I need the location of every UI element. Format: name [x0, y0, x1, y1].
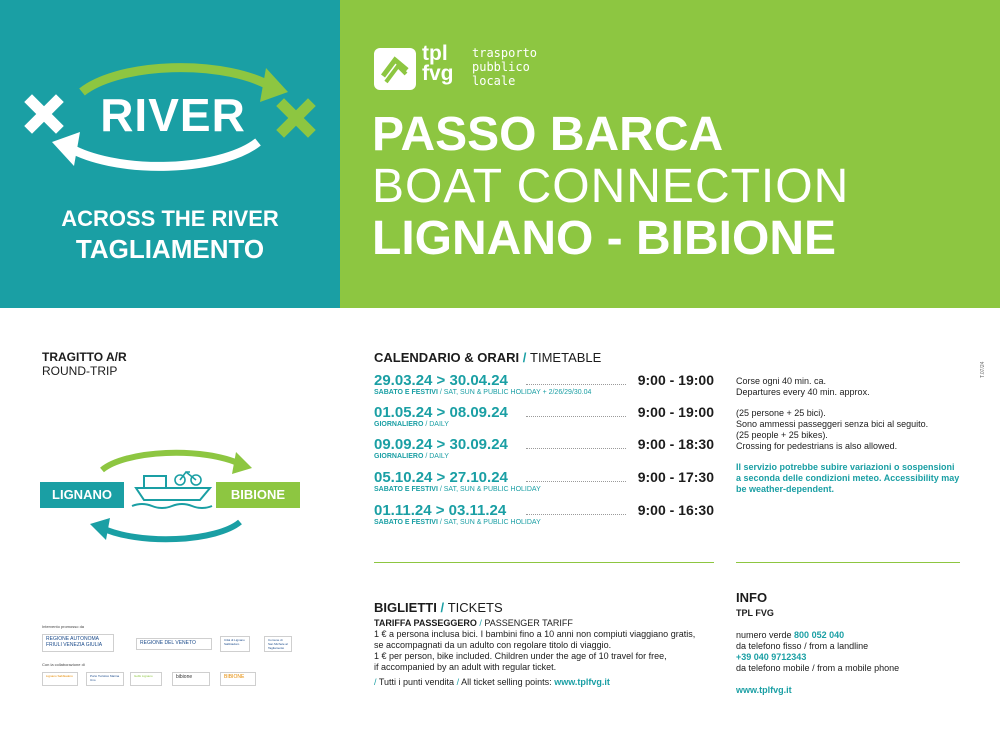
logo-regione-veneto: REGIONE DEL VENETO [136, 638, 212, 650]
landline-en: / from a landline [804, 641, 869, 651]
info-company: TPL FVG [736, 608, 774, 618]
row-days [374, 421, 449, 428]
tagline-line-1: ACROSS THE RIVER [61, 206, 279, 231]
info-heading: INFO [736, 590, 768, 605]
capacity-en-2: Crossing for pedestrians is also allowed. [736, 441, 898, 451]
capacity-en-1: (25 people + 25 bikes). [736, 430, 828, 440]
row-dates: 01.11.24 > 03.11.24 [374, 502, 507, 519]
row-days-en: / SAT, SUN & PUBLIC HOLIDAY [437, 519, 541, 526]
document-code: T.07/24 [980, 361, 986, 378]
mobile-it: da telefono mobile [736, 663, 810, 673]
row-days-en: / DAILY [423, 453, 449, 460]
tpl-fvg-wordmark [422, 44, 454, 84]
dotted-leader [526, 514, 626, 515]
ticket-points: / Tutti i punti vendita / All ticket selling points: www.tplfvg.it [374, 677, 610, 687]
logo-bibione: BIBIONE [220, 672, 256, 686]
tickets-heading-slash: / [440, 600, 445, 615]
tickets-heading [374, 600, 503, 615]
row-time: 9:00 - 19:00 [637, 372, 714, 388]
row-days-it: GIORNALIERO [374, 453, 424, 460]
logo-lignano-city: Città di Lignano Sabbiadoro [220, 636, 250, 652]
row-days [374, 486, 541, 493]
tickets-heading-en: TICKETS [447, 600, 503, 615]
green-number-label: numero verde [736, 630, 792, 640]
timetable-heading-slash: / [522, 350, 527, 365]
green-number[interactable]: 800 052 040 [794, 630, 845, 640]
tpl-fvg-logo [374, 44, 564, 100]
collab-caption: Con la collaborazione di [42, 662, 85, 667]
dotted-leader [526, 448, 626, 449]
row-dates: 05.10.24 > 27.10.24 [374, 469, 508, 486]
row-days-en: / SAT, SUN & PUBLIC HOLIDAY [437, 486, 541, 493]
tpl-sub-1: trasporto [472, 46, 538, 60]
row-dates: 09.09.24 > 30.09.24 [374, 436, 508, 453]
mobile-en: / from a mobile phone [812, 663, 900, 673]
row-time: 9:00 - 18:30 [637, 436, 714, 452]
fare-label-it: TARIFFA PASSEGGERO [374, 618, 477, 628]
section-divider [736, 562, 960, 563]
freq-it: Corse ogni 40 min. ca. [736, 376, 827, 386]
dotted-leader [526, 416, 626, 417]
boat-icon [132, 476, 212, 508]
title-boat-connection: BOAT CONNECTION [372, 160, 850, 213]
timetable-heading [374, 350, 601, 365]
fare-text-en-2: if accompanied by an adult with regular ticket. [374, 662, 557, 672]
row-days-en: / SAT, SUN & PUBLIC HOLIDAY + 2/26/29/30.04 [437, 389, 592, 396]
landline-it: da telefono fisso [736, 641, 802, 651]
row-days-it: SABATO E FESTIVI [374, 389, 438, 396]
row-days-it: GIORNALIERO [374, 421, 424, 428]
freq-en: Departures every 40 min. approx. [736, 387, 870, 397]
route-from-lignano: LIGNANO [40, 482, 124, 508]
row-days [374, 453, 449, 460]
row-time: 9:00 - 16:30 [637, 502, 714, 518]
row-days [374, 519, 541, 526]
title-passo-barca: PASSO BARCA [372, 108, 724, 161]
trip-label [42, 350, 127, 378]
logo-lignano-sabbiadoro: Lignano Sabbiadoro [42, 672, 78, 686]
bike-icon [175, 472, 201, 485]
trip-label-en: ROUND-TRIP [42, 364, 118, 378]
tpl-sub-3: locale [472, 74, 516, 88]
tickets-text: TARIFFA PASSEGGERO / PASSENGER TARIFF 1 € a persona inclusa bici. I bambini fino a 10 anni non compiuti viaggiano gratis, se accompagnati da un adulto con regolare titolo di viaggio. 1 € per person, bike included. Children under the age of 10 travel for free, if accompanied by an adult with regular ticket. [374, 618, 724, 673]
tpl-fvg-subtitle [472, 46, 537, 88]
capacity-it-1: (25 persone + 25 bici). [736, 408, 826, 418]
sponsor-logos [42, 624, 288, 682]
logo-golfo-lignano: Golfo Lignano [130, 672, 162, 686]
row-days-it: SABATO E FESTIVI [374, 519, 438, 526]
logo-bibione-small: bibione [172, 672, 210, 686]
timetable-heading-it: CALENDARIO & ORARI [374, 350, 520, 365]
route-to-bibione: BIBIONE [216, 482, 300, 508]
tpl-sub-2: pubblico [472, 60, 530, 74]
weather-warning-3: be weather-dependent. [736, 484, 835, 494]
row-dates: 29.03.24 > 30.04.24 [374, 372, 508, 389]
fare-text-en-1: 1 € per person, bike included. Children under the age of 10 travel for free, [374, 651, 667, 661]
info-block [736, 592, 899, 696]
tpl-word-2: fvg [422, 62, 454, 85]
timetable-heading-en: TIMETABLE [530, 350, 602, 365]
dotted-leader [526, 481, 626, 482]
logo-regione-fvg: REGIONE AUTONOMA FRIULI VENEZIA GIULIA [42, 634, 114, 652]
tpl-fvg-mark-icon [374, 48, 416, 90]
ticket-points-it: Tutti i punti vendita [378, 677, 455, 687]
trip-label-it: TRAGITTO A/R [42, 350, 127, 364]
section-divider [374, 562, 714, 563]
capacity-it-2: Sono ammessi passeggeri senza bici al seguito. [736, 419, 929, 429]
row-days-it: SABATO E FESTIVI [374, 486, 438, 493]
promoted-by-caption: Intervento promosso da [42, 624, 85, 629]
row-time: 9:00 - 19:00 [637, 404, 714, 420]
river-logo-word: RIVER [100, 89, 246, 141]
row-days [374, 389, 591, 396]
logo-san-michele: Comune di San Michele al Tagliamento [264, 636, 292, 652]
row-days-en: / DAILY [423, 421, 449, 428]
weather-warning-1: Il servizio potrebbe subire variazioni o sospensioni [736, 462, 955, 472]
row-time: 9:00 - 17:30 [637, 469, 714, 485]
ticket-points-link[interactable]: www.tplfvg.it [554, 677, 610, 687]
weather-warning-2: a seconda delle condizioni meteo. Accessibility may [736, 473, 960, 483]
tagline-line-2: TAGLIAMENTO [75, 234, 265, 264]
row-dates: 01.05.24 > 08.09.24 [374, 404, 508, 421]
fare-label-en: PASSENGER TARIFF [484, 618, 573, 628]
service-notes [736, 376, 966, 505]
info-website-link[interactable]: www.tplfvg.it [736, 685, 792, 695]
logo-marina-uno: Porto Turistico Marina Uno [86, 672, 124, 686]
fare-text-it-1: 1 € a persona inclusa bici. I bambini fino a 10 anni non compiuti viaggiano gratis, [374, 629, 696, 639]
mobile-number[interactable]: +39 040 9712343 [736, 652, 807, 662]
title-lignano-bibione: LIGNANO - BIBIONE [372, 212, 836, 265]
dotted-leader [526, 384, 626, 385]
fare-text-it-2: se accompagnati da un adulto con regolare titolo di viaggio. [374, 640, 612, 650]
ticket-points-en: All ticket selling points: [461, 677, 552, 687]
tickets-heading-it: BIGLIETTI [374, 600, 437, 615]
tpl-word-1: tpl [422, 42, 448, 65]
